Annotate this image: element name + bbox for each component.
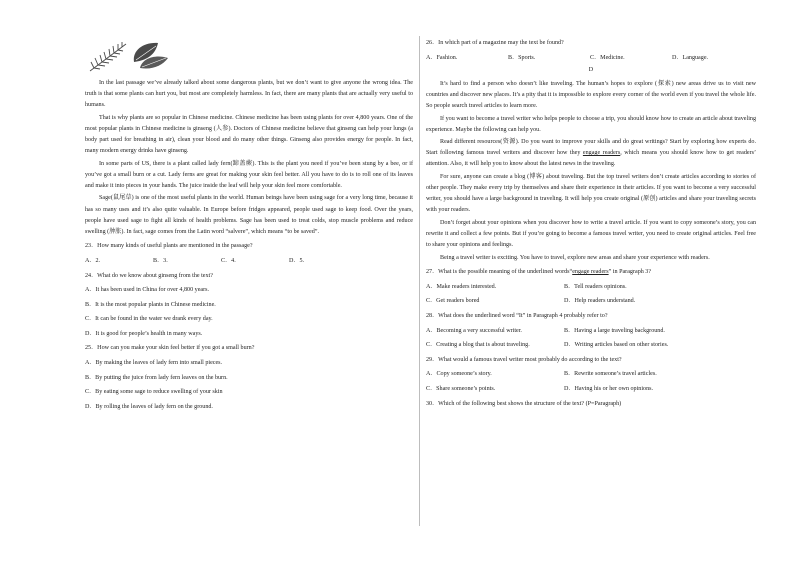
question-27-underlined: engage readers <box>572 269 609 276</box>
question-26-option-a[interactable]: A．Fashion. <box>426 54 458 61</box>
question-25-option-a[interactable]: A．By making the leaves of lady fern into small pieces. <box>85 360 223 367</box>
question-23-option-d[interactable]: D．5. <box>289 257 305 264</box>
passage-d-paragraph-3-end: , which means you should know how to get readers’ attention. Also, it will help you to know about the latest news in the traveling. <box>426 150 757 168</box>
question-29-options-row-2 <box>426 384 756 395</box>
left-column <box>85 78 413 416</box>
question-24-option-c[interactable]: C．It can be found in the water we drank every day. <box>85 316 213 323</box>
question-29-stem: 29．What would a famous travel writer most probably do according to the text? <box>426 356 622 363</box>
question-29-option-a[interactable]: A．Copy someone’s story. <box>426 371 492 378</box>
question-26-option-c[interactable]: C．Medicine. <box>590 54 625 61</box>
question-29-options-row-1 <box>426 369 756 380</box>
question-28-options-row-2 <box>426 340 756 351</box>
passage-d-letter: D <box>588 66 594 73</box>
herb-leaves-icon <box>86 38 176 74</box>
question-26-option-b[interactable]: B．Sports. <box>508 54 536 61</box>
question-23-option-b[interactable]: B．3. <box>153 257 168 264</box>
question-23-options <box>85 256 413 267</box>
question-28-option-a[interactable]: A．Becoming a very successful writer. <box>426 327 522 334</box>
passage-c-paragraph-3: In some parts of US, there is a plant called lady fern(蹄盖蕨). This is the plant you need if you’ve been stung by a bee, or if you’ve got a small burn or a cut. Lady ferns are great for making your skin feel better. All you have to do is to roll one of its leaves and make it into pieces in your hands. The juice inside the leaf will help your skin feel more comfortable. <box>85 160 413 189</box>
passage-d-paragraph-5: Don’t forget about your opinions when you discover how to write a travel article. If you want to copy someone’s story, you can rewrite it and collect a few points. But if you’re going to become a famous travel writer, you need to create original articles. Feel free to share your opinions and feelings. <box>426 219 756 249</box>
passage-d-paragraph-1: It’s hard to find a person who doesn’t like traveling. The human’s hopes to explore (探索) new areas drive us to visit new countries and discover new places. It’s a pity that it is impossible to explore every corner of the world even if you travel the whole life. So people search travel articles to learn more. <box>426 80 756 109</box>
question-24-stem: 24．What do we know about ginseng from the text? <box>85 272 213 279</box>
question-27-option-b[interactable]: B．Tell readers opinions. <box>564 283 627 290</box>
question-28-options-row-1 <box>426 326 756 337</box>
passage-d-paragraph-2: If you want to become a travel writer who helps people to choose a trip, you should know how to create an article about traveling experience. Maybe the following can help you. <box>426 115 756 133</box>
passage-d-paragraph-6: Being a travel writer is exciting. You have to travel, explore new areas and share your experience with readers. <box>440 254 710 261</box>
question-27-options-row-2 <box>426 296 756 307</box>
passage-d-paragraph-4: For sure, anyone can create a blog (博客) about traveling. But the top travel writers don’t create articles according to stories of other people. They make every trip by themselves and share their experience in their articles. If you want to become a very successful writer, you should have a large background in traveling. It will help you create original (原创) articles and share your traveling secrets with your readers. <box>426 174 756 214</box>
question-24-option-d[interactable]: D．It is good for people’s health in many ways. <box>85 330 203 337</box>
question-26-options <box>426 53 756 64</box>
question-24-option-a[interactable]: A．It has been used in China for over 4,800 years. <box>85 287 210 294</box>
passage-d-paragraph-3-start: Read different resources(资源). Do you want to improve your skills and do great writings? Start by exploring how experts do. Start following famous travel writers and discover how they <box>426 139 756 157</box>
passage-c-paragraph-4: Sage(鼠尾草) is one of the most useful plants in the world. Human beings have been using sage for a very long time, because it has so many uses and it’s also quite valuable. In Europe before fridges appeared, people used sage to keep food. Over the years, people have used sage to fight all kinds of health problems. Sage has been used to treat colds, stop muscle problems and reduce swelling (肿胀). In fact, sage comes from the Latin word “salvere”, which means “to be saved”. <box>85 195 413 235</box>
question-27-stem-end: ” in Paragraph 3? <box>608 269 652 276</box>
question-27-option-c[interactable]: C．Get readers bored <box>426 298 480 305</box>
question-23-stem: 23．How many kinds of useful plants are mentioned in the passage? <box>85 243 253 250</box>
question-26-option-d[interactable]: D．Language. <box>672 54 709 61</box>
passage-c-paragraph-1: In the last passage we’ve already talked about some dangerous plants, but we don’t want to give anyone the wrong idea. The truth is that some plants can hurt you, but most are completely harmless. In fact, there are many plants that are actually very useful to humans. <box>85 80 413 109</box>
question-28-option-b[interactable]: B．Having a large traveling background. <box>564 327 665 334</box>
question-25-stem: 25．How can you make your skin feel better if you got a small burn? <box>85 345 255 352</box>
question-27-option-a[interactable]: A．Make readers interested. <box>426 283 497 290</box>
question-29-option-b[interactable]: B．Rewrite someone’s travel articles. <box>564 371 657 378</box>
question-25-option-d[interactable]: D．By rolling the leaves of lady fern on the ground. <box>85 403 213 410</box>
question-25-option-b[interactable]: B．By putting the juice from lady fern leaves on the burn. <box>85 374 228 381</box>
question-28-option-c[interactable]: C．Creating a blog that is about traveling. <box>426 342 530 349</box>
question-30-stem: 30．Which of the following best shows the structure of the text? (P=Paragraph) <box>426 400 622 407</box>
question-25-option-c[interactable]: C．By eating some sage to reduce swelling of your skin <box>85 389 223 396</box>
question-28-stem: 28．What does the underlined word “It” in Paragraph 4 probably refer to? <box>426 313 608 320</box>
question-26-stem: 26．In which part of a magazine may the text be found? <box>426 40 564 46</box>
question-27-option-d[interactable]: D．Help readers understand. <box>564 298 636 305</box>
question-28-option-d[interactable]: D．Writing articles based on other stories. <box>564 342 669 349</box>
question-29-option-c[interactable]: C．Share someone’s points. <box>426 386 496 393</box>
underlined-engage-readers: engage readers <box>582 150 621 157</box>
question-27-options-row-1 <box>426 282 756 293</box>
question-27-stem-start: 27．What is the possible meaning of the underlined words“ <box>426 269 573 276</box>
right-column <box>426 38 756 413</box>
question-27-stem <box>426 267 756 278</box>
column-divider <box>419 36 420 526</box>
question-23-option-c[interactable]: C．4. <box>221 257 236 264</box>
passage-d-paragraph-3 <box>426 137 756 170</box>
passage-c-paragraph-2: That is why plants are so popular in Chinese medicine. Chinese medicine has been using plants for over 4,800 years. One of the most popular plants in Chinese medicine is ginseng (人参). Doctors of Chinese medicine believe that ginseng can help your lungs (a body part used for breathing in air), clean your blood and do many other things. Ginseng also provides energy for people. In fact, many modern energy drinks have ginseng. <box>85 114 413 155</box>
question-23-option-a[interactable]: A．2. <box>85 257 101 264</box>
question-29-option-d[interactable]: D．Having his or her own opinions. <box>564 386 654 393</box>
question-24-option-b[interactable]: B．It is the most popular plants in Chinese medicine. <box>85 301 216 308</box>
